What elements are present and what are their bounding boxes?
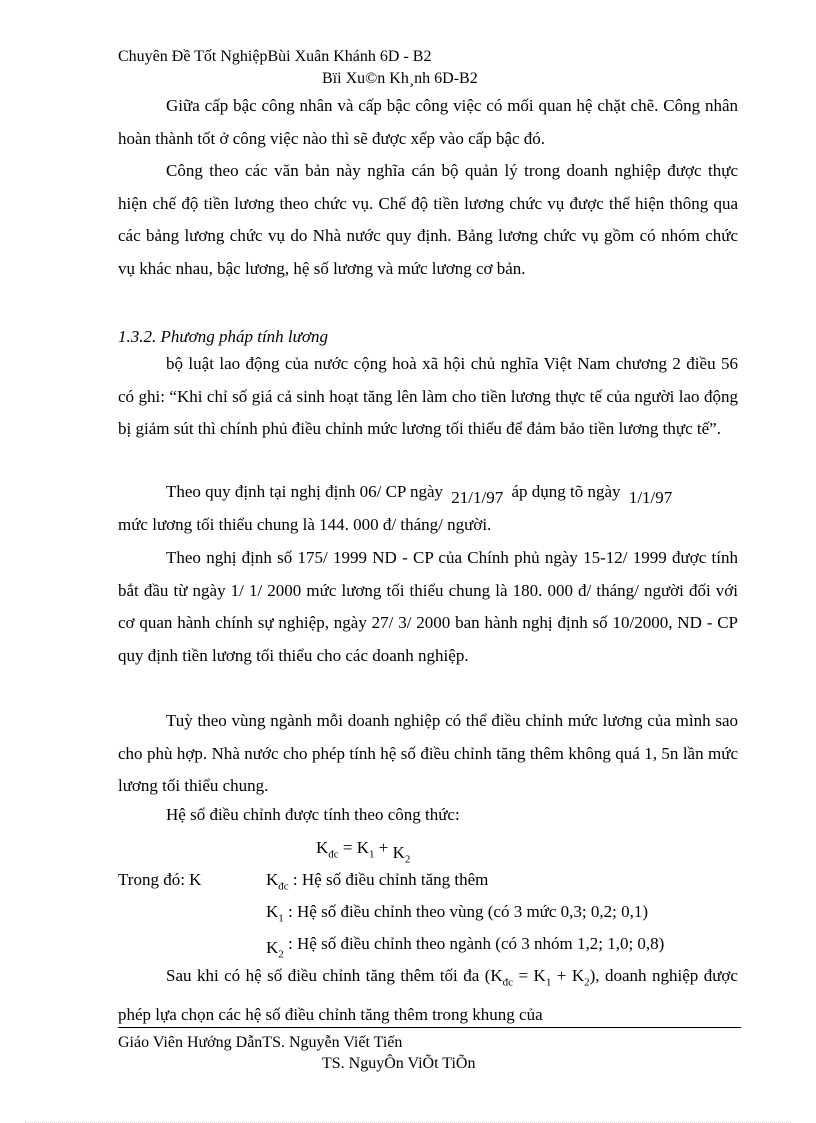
p4-date-2: 1/1/97 xyxy=(628,488,673,507)
formula-plus: + xyxy=(374,838,393,857)
formula-k2 xyxy=(392,843,411,866)
p8-sub-2: 2 xyxy=(584,976,590,989)
p8-text-d: ), doanh nghiệp được phép lựa chọn các hệ số điều chỉnh tăng thêm trong khung của xyxy=(118,966,738,1024)
def-dc-sub: đc xyxy=(278,880,289,893)
footer-advisor-alt: TS. NguyÔn ViÕt TiÕn xyxy=(322,1055,476,1072)
footer-advisor: Giáo Viên Hướng DẫnTS. Nguyễn Viết Tiến xyxy=(118,1034,403,1051)
footer-rule xyxy=(118,1027,741,1028)
paragraph-6: Tuỳ theo vùng ngành mỗi doanh nghiệp có thể điều chỉnh mức lương của mình sao cho phù hợp. Nhà nước cho phép tính hệ số điều chỉnh tăng thêm không quá 1, 5n lần mức lương tối thiểu chung. xyxy=(118,711,738,795)
def-dc-k: K xyxy=(266,870,279,889)
formula-sub-2: 2 xyxy=(404,853,411,866)
def-1-text: : Hệ số điều chỉnh theo vùng (có 3 mức 0,3; 0,2; 0,1) xyxy=(283,902,649,921)
formula-sub-dc: đc xyxy=(328,848,339,861)
def-1-sub: 1 xyxy=(278,912,284,925)
formula xyxy=(316,838,411,866)
paragraph-4-line-1 xyxy=(166,482,673,507)
section-heading: 1.3.2. Phương pháp tính lương xyxy=(118,327,328,346)
paragraph-2: Công theo các văn bản này nghĩa cán bộ quản lý trong doanh nghiệp được thực hiện chế độ tiền lương theo chức vụ. Chế độ tiền lương chức vụ được thể hiện thông qua các bảng lương chức vụ do Nhà nước quy định. Bảng lương chức vụ gồm có nhóm chức vụ khác nhau, bậc lương, hệ số lương và mức lương cơ bản. xyxy=(118,161,738,278)
p4-text-b: áp dụng tõ ngày xyxy=(511,482,621,501)
p4-text-a: Theo quy định tại nghị định 06/ CP ngày xyxy=(166,482,444,501)
header-title: Chuyên Đề Tốt NghiệpBùi Xuân Khánh 6D - B2 xyxy=(118,48,432,65)
def-2-text: : Hệ số điều chỉnh theo ngành (có 3 nhóm 1,2; 1,0; 0,8) xyxy=(283,934,665,953)
definitions-lead: Trong đó: K xyxy=(118,870,202,889)
def-1-k: K xyxy=(266,902,279,921)
paragraph-1: Giữa cấp bậc công nhân và cấp bậc công việc có mối quan hệ chặt chẽ. Công nhân hoàn thành tốt ở công việc nào thì sẽ được xếp vào cấp bậc đó. xyxy=(118,96,738,148)
formula-sub-1: 1 xyxy=(369,848,375,861)
paragraph-5: Theo nghị định số 175/ 1999 ND - CP của Chính phủ ngày 15-12/ 1999 được tính bắt đầu từ ngày 1/ 1/ 2000 mức lương tối thiểu chung là 180. 000 đ/ tháng/ người đối với cơ quan hành chính sự nghiệp, ngày 27/ 3/ 2000 ban hành nghị định số 10/2000, ND - CP quy định tiền lương tối thiểu cho các doanh nghiệp. xyxy=(118,548,738,665)
header-subtitle: Bïi Xu©n Kh¸nh 6D-B2 xyxy=(322,70,478,87)
paragraph-8 xyxy=(118,960,738,1031)
paragraph-3: bộ luật lao động của nước cộng hoà xã hội chủ nghĩa Việt Nam chương 2 điều 56 có ghi: “Khi chỉ số giá cả sinh hoạt tăng lên làm cho tiền lương thực tế của người lao động bị giảm sút thì chính phủ điều chỉnh mức lương tối thiểu để đảm bảo tiền lương thực tế”. xyxy=(118,354,738,438)
p8-sub-dc: đc xyxy=(502,976,514,989)
def-dc-text: : Hệ số điều chỉnh tăng thêm xyxy=(288,870,489,889)
paragraph-7: Hệ số điều chỉnh được tính theo công thức: xyxy=(166,805,460,824)
definition-2 xyxy=(266,934,665,961)
def-2-k: K xyxy=(266,938,279,957)
definition-dc xyxy=(266,870,488,892)
formula-k2-letter: K xyxy=(392,843,405,862)
definition-1 xyxy=(266,902,648,924)
p8-text-c: + K xyxy=(551,966,585,985)
p8-text-b: = K xyxy=(513,966,546,985)
p8-text-a: Sau khi có hệ số điều chỉnh tăng thêm tối đa (K xyxy=(166,966,503,985)
p8-sub-1: 1 xyxy=(545,976,552,989)
paragraph-4-line-2: mức lương tối thiểu chung là 144. 000 đ/ tháng/ người. xyxy=(118,515,492,534)
formula-eq: = K xyxy=(338,838,370,857)
def-2-sub: 2 xyxy=(278,948,284,961)
def-2-kwrap xyxy=(266,938,284,961)
formula-k: K xyxy=(316,838,329,857)
p4-date-1: 21/1/97 xyxy=(451,488,504,507)
